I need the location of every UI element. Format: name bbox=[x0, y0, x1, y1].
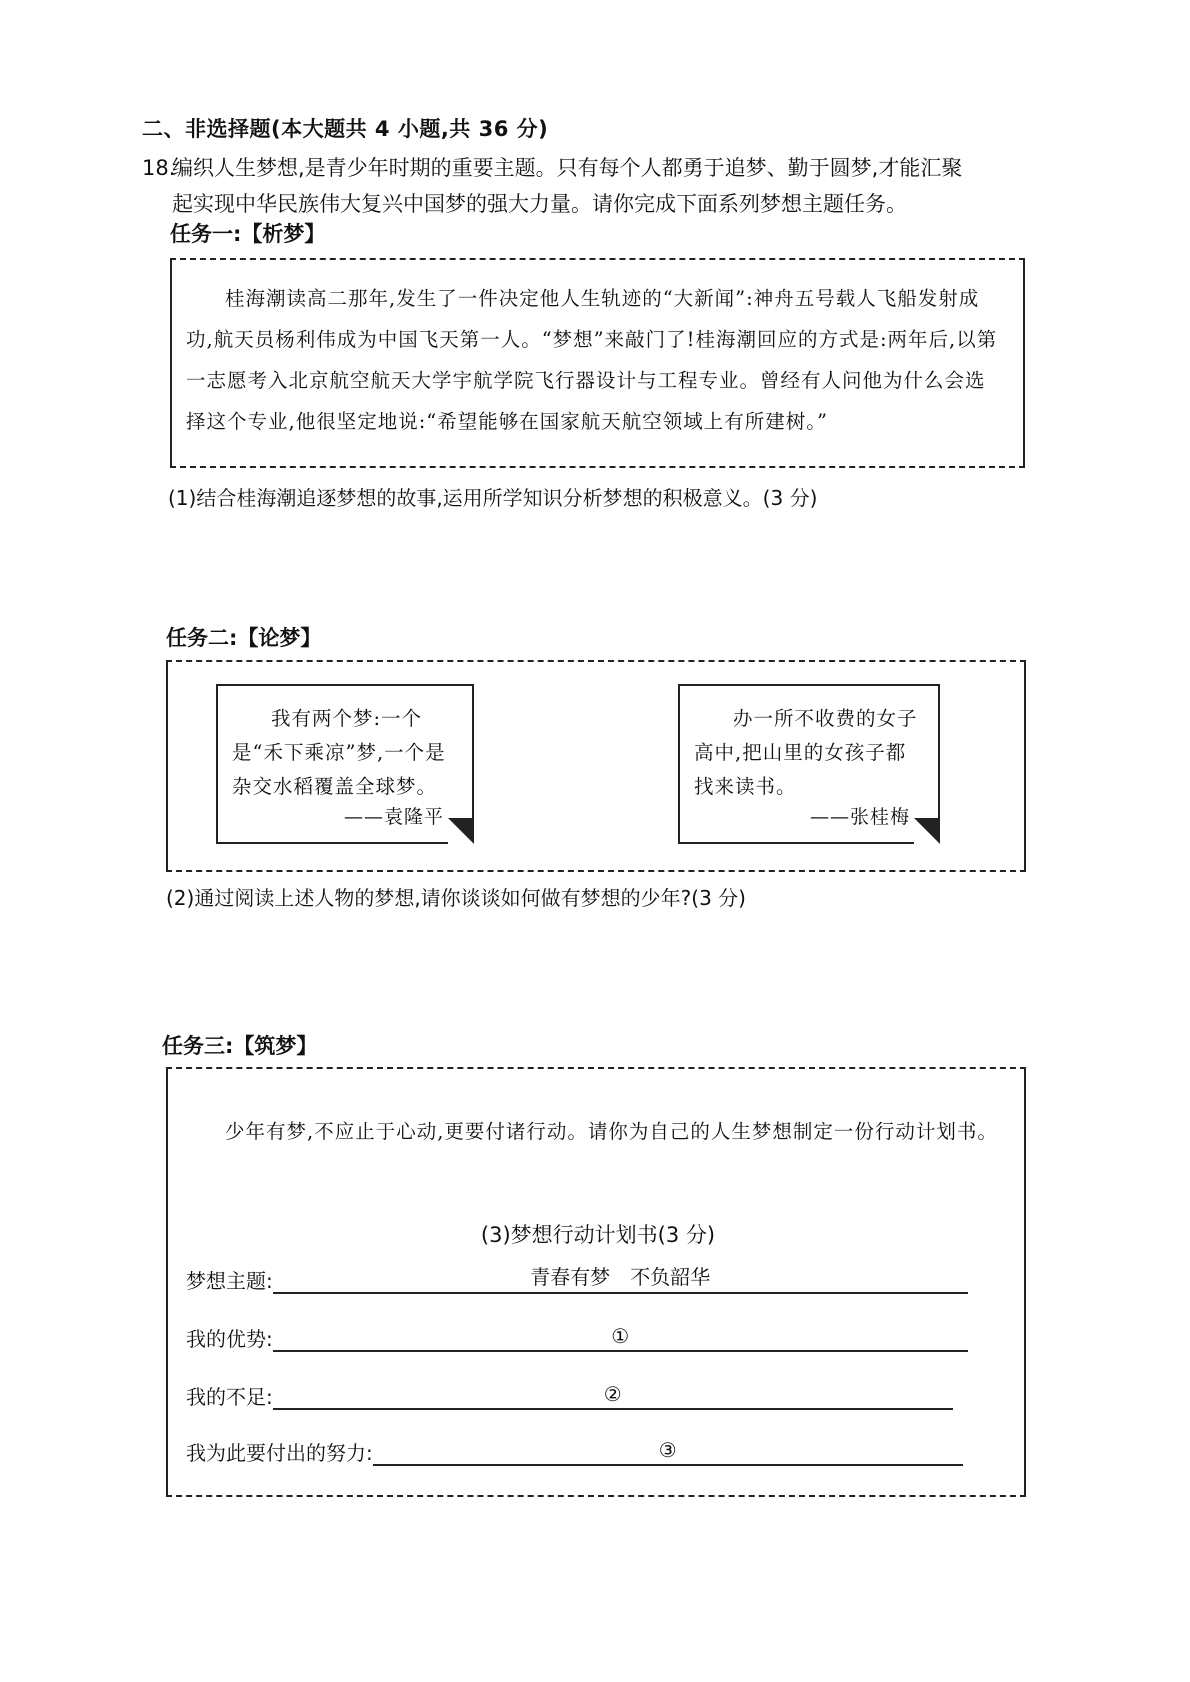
plan-field-value: ② bbox=[603, 1382, 622, 1406]
task-2-quotes-box bbox=[166, 660, 1026, 872]
task-2-title: 任务二:【论梦】 bbox=[166, 626, 322, 650]
task-1-passage-box bbox=[170, 258, 1025, 468]
task-1-question: (1)结合桂海潮追逐梦想的故事,运用所学知识分析梦想的积极意义。(3 分) bbox=[168, 486, 818, 510]
task-3-intro: 少年有梦,不应止于心动,更要付诸行动。请你为自己的人生梦想制定一份行动计划书。 bbox=[225, 1120, 998, 1143]
quote-author: ——张桂梅 bbox=[809, 806, 910, 828]
plan-field-blank[interactable] bbox=[273, 1384, 953, 1410]
plan-title: (3)梦想行动计划书(3 分) bbox=[480, 1223, 716, 1247]
plan-field-value: ③ bbox=[658, 1438, 677, 1462]
section-heading: 二、非选择题(本大题共 4 小题,共 36 分) bbox=[142, 117, 549, 141]
plan-field-value: 青春有梦 不负韶华 bbox=[530, 1265, 711, 1289]
plan-field-strengths bbox=[186, 1323, 968, 1352]
quote-author: ——袁隆平 bbox=[343, 806, 444, 828]
task-2-question: (2)通过阅读上述人物的梦想,请你谈谈如何做有梦想的少年?(3 分) bbox=[166, 886, 746, 910]
plan-field-blank[interactable] bbox=[373, 1440, 963, 1466]
task-3-title: 任务三:【筑梦】 bbox=[162, 1034, 318, 1058]
page-curl-icon bbox=[914, 818, 940, 844]
plan-field-label: 我为此要付出的努力: bbox=[186, 1441, 373, 1465]
task-3-plan-box bbox=[166, 1067, 1026, 1497]
question-intro-line-2: 起实现中华民族伟大复兴中国梦的强大力量。请你完成下面系列梦想主题任务。 bbox=[172, 192, 907, 216]
plan-field-blank[interactable] bbox=[273, 1265, 968, 1294]
quote-note bbox=[678, 684, 940, 844]
task-1-passage: 桂海潮读高二那年,发生了一件决定他人生轨迹的“大新闻”:神舟五号载人飞船发射成功,航天员杨利伟成为中国飞天第一人。“梦想”来敲门了!桂海潮回应的方式是:两年后,以第一志愿考入北京航空航天大学宇航学院飞行器设计与工程专业。曾经有人问他为什么会选择这个专业,他很坚定地说:“希望能够在国家航天航空领域上有所建树。” bbox=[186, 287, 998, 433]
question-intro-line-1: 编织人生梦想,是青少年时期的重要主题。只有每个人都勇于追梦、勤于圆梦,才能汇聚 bbox=[172, 156, 963, 180]
question-18-intro bbox=[142, 150, 1022, 222]
task-1-title: 任务一:【析梦】 bbox=[170, 222, 326, 246]
plan-field-value: ① bbox=[611, 1324, 630, 1348]
plan-field-weaknesses bbox=[186, 1381, 953, 1410]
quote-note bbox=[216, 684, 474, 844]
plan-field-label: 我的不足: bbox=[186, 1385, 273, 1409]
plan-field-label: 梦想主题: bbox=[186, 1269, 273, 1293]
quote-text: 我有两个梦:一个是“禾下乘凉”梦,一个是杂交水稻覆盖全球梦。 bbox=[232, 707, 446, 798]
plan-field-theme bbox=[186, 1265, 968, 1294]
plan-field-label: 我的优势: bbox=[186, 1327, 273, 1351]
plan-field-efforts bbox=[186, 1437, 963, 1466]
quote-text: 办一所不收费的女子高中,把山里的女孩子都找来读书。 bbox=[694, 707, 918, 798]
page-curl-icon bbox=[448, 818, 474, 844]
plan-field-blank[interactable] bbox=[273, 1326, 968, 1352]
question-number: 18. bbox=[142, 156, 176, 180]
